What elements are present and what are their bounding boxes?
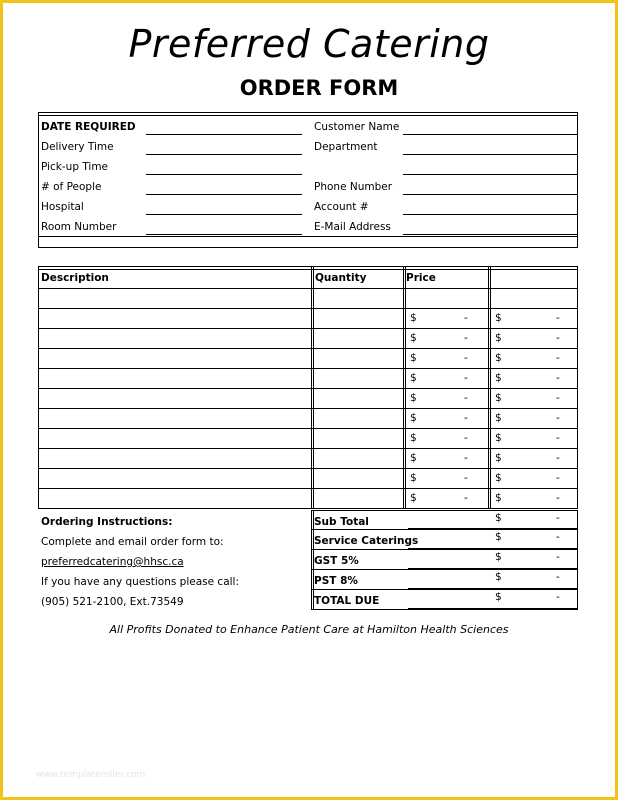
info-box-top	[38, 115, 578, 116]
info-input-left[interactable]	[146, 234, 302, 235]
total-value: -	[556, 412, 560, 424]
totals-value: -	[556, 591, 560, 603]
price-value: -	[464, 312, 468, 324]
info-input-right[interactable]	[403, 194, 578, 195]
info-box-left	[38, 112, 39, 248]
totals-row-line	[311, 609, 578, 610]
info-label-left: Delivery Time	[41, 141, 114, 153]
quantity-cell[interactable]	[314, 389, 402, 408]
instructions-line: If you have any questions please call:	[41, 576, 239, 588]
description-cell[interactable]	[39, 489, 310, 508]
quantity-cell[interactable]	[314, 469, 402, 488]
price-value: -	[464, 472, 468, 484]
totals-label: Service Caterings	[314, 535, 419, 547]
total-value: -	[556, 472, 560, 484]
description-cell[interactable]	[39, 429, 310, 448]
totals-left	[311, 510, 312, 610]
info-label-right: Department	[314, 141, 378, 153]
price-currency: $	[410, 472, 417, 484]
description-cell[interactable]	[39, 349, 310, 368]
col-header-price: Price	[406, 272, 436, 284]
table-top	[38, 269, 578, 270]
totals-label: PST 8%	[314, 575, 358, 587]
info-label-right: Phone Number	[314, 181, 393, 193]
totals-label: TOTAL DUE	[314, 595, 380, 607]
instructions-line: Complete and email order form to:	[41, 536, 224, 548]
totals-row-line	[311, 549, 578, 550]
totals-currency: $	[495, 591, 502, 603]
description-cell[interactable]	[39, 409, 310, 428]
totals-value: -	[556, 531, 560, 543]
price-currency: $	[410, 312, 417, 324]
description-cell[interactable]	[39, 309, 310, 328]
quantity-cell[interactable]	[314, 289, 402, 308]
totals-right	[577, 510, 578, 610]
info-box-right	[577, 112, 578, 248]
info-input-right[interactable]	[403, 174, 578, 175]
totals-currency: $	[495, 531, 502, 543]
totals-underline	[408, 608, 578, 609]
description-cell[interactable]	[39, 389, 310, 408]
watermark: www.templateroller.com	[36, 770, 146, 780]
price-value: -	[464, 452, 468, 464]
instructions-heading: Ordering Instructions:	[41, 516, 173, 528]
totals-currency: $	[495, 512, 502, 524]
total-currency: $	[495, 312, 502, 324]
price-value: -	[464, 412, 468, 424]
info-input-right[interactable]	[403, 154, 578, 155]
total-value: -	[556, 432, 560, 444]
info-label-left: DATE REQUIRED	[41, 121, 136, 133]
info-input-right[interactable]	[403, 234, 578, 235]
totals-value: -	[556, 512, 560, 524]
phone-number: (905) 521-2100, Ext.73549	[41, 596, 184, 608]
quantity-cell[interactable]	[314, 309, 402, 328]
col-header-quantity: Quantity	[315, 272, 367, 284]
quantity-cell[interactable]	[314, 449, 402, 468]
totals-label: Sub Total	[314, 516, 369, 528]
description-cell[interactable]	[39, 469, 310, 488]
info-label-left: Room Number	[41, 221, 117, 233]
price-currency: $	[410, 372, 417, 384]
price-currency: $	[410, 432, 417, 444]
price-currency: $	[410, 392, 417, 404]
total-currency: $	[495, 412, 502, 424]
info-input-right[interactable]	[403, 134, 578, 135]
price-currency: $	[410, 352, 417, 364]
price-value: -	[464, 352, 468, 364]
price-value: -	[464, 432, 468, 444]
price-currency: $	[410, 492, 417, 504]
info-box-top	[38, 112, 578, 113]
price-value: -	[464, 372, 468, 384]
total-value: -	[556, 492, 560, 504]
footer-note: All Profits Donated to Enhance Patient Care at Hamilton Health Sciences	[109, 623, 509, 636]
price-value: -	[464, 332, 468, 344]
price-currency: $	[410, 452, 417, 464]
form-subtitle: ORDER FORM	[239, 76, 399, 100]
total-currency: $	[495, 452, 502, 464]
totals-row-line	[311, 569, 578, 570]
total-currency: $	[495, 392, 502, 404]
quantity-cell[interactable]	[314, 349, 402, 368]
totals-currency: $	[495, 571, 502, 583]
total-value: -	[556, 352, 560, 364]
info-label-right: Customer Name	[314, 121, 400, 133]
quantity-cell[interactable]	[314, 489, 402, 508]
total-currency: $	[495, 472, 502, 484]
total-value: -	[556, 392, 560, 404]
totals-row-line	[311, 529, 578, 530]
form-title: Preferred Catering	[128, 22, 490, 66]
quantity-cell[interactable]	[314, 409, 402, 428]
info-label-left: Hospital	[41, 201, 84, 213]
totals-value: -	[556, 571, 560, 583]
totals-top	[311, 510, 578, 511]
col-header-description: Description	[41, 272, 109, 284]
totals-underline	[408, 568, 578, 569]
info-label-right: Account #	[314, 201, 369, 213]
price-currency: $	[410, 412, 417, 424]
price-value: -	[464, 492, 468, 504]
totals-label: GST 5%	[314, 555, 359, 567]
info-input-left[interactable]	[146, 174, 302, 175]
total-value: -	[556, 372, 560, 384]
total-value: -	[556, 332, 560, 344]
total-currency: $	[495, 432, 502, 444]
info-input-left[interactable]	[146, 154, 302, 155]
description-cell[interactable]	[39, 449, 310, 468]
info-input-left[interactable]	[146, 134, 302, 135]
quantity-cell[interactable]	[314, 429, 402, 448]
info-input-right[interactable]	[403, 214, 578, 215]
totals-value: -	[556, 551, 560, 563]
totals-underline	[408, 588, 578, 589]
total-currency: $	[495, 492, 502, 504]
totals-underline	[408, 548, 578, 549]
total-currency: $	[495, 352, 502, 364]
table-top	[38, 266, 578, 267]
info-box-divider	[38, 236, 578, 237]
total-currency: $	[495, 372, 502, 384]
description-cell[interactable]	[39, 369, 310, 388]
info-label-left: # of People	[41, 181, 102, 193]
totals-underline	[408, 528, 578, 529]
description-cell[interactable]	[39, 329, 310, 348]
info-box-bottom	[38, 247, 578, 248]
price-currency: $	[410, 332, 417, 344]
total-value: -	[556, 452, 560, 464]
table-row-line	[38, 508, 578, 509]
totals-currency: $	[495, 551, 502, 563]
totals-row-line	[311, 589, 578, 590]
quantity-cell[interactable]	[314, 369, 402, 388]
total-value: -	[556, 312, 560, 324]
info-input-left[interactable]	[146, 194, 302, 195]
description-cell[interactable]	[39, 289, 310, 308]
quantity-cell[interactable]	[314, 329, 402, 348]
info-input-left[interactable]	[146, 214, 302, 215]
price-value: -	[464, 392, 468, 404]
total-currency: $	[495, 332, 502, 344]
info-label-left: Pick-up Time	[41, 161, 109, 173]
email-link[interactable]: preferredcatering@hhsc.ca	[41, 556, 184, 568]
info-label-right: E-Mail Address	[314, 221, 391, 233]
